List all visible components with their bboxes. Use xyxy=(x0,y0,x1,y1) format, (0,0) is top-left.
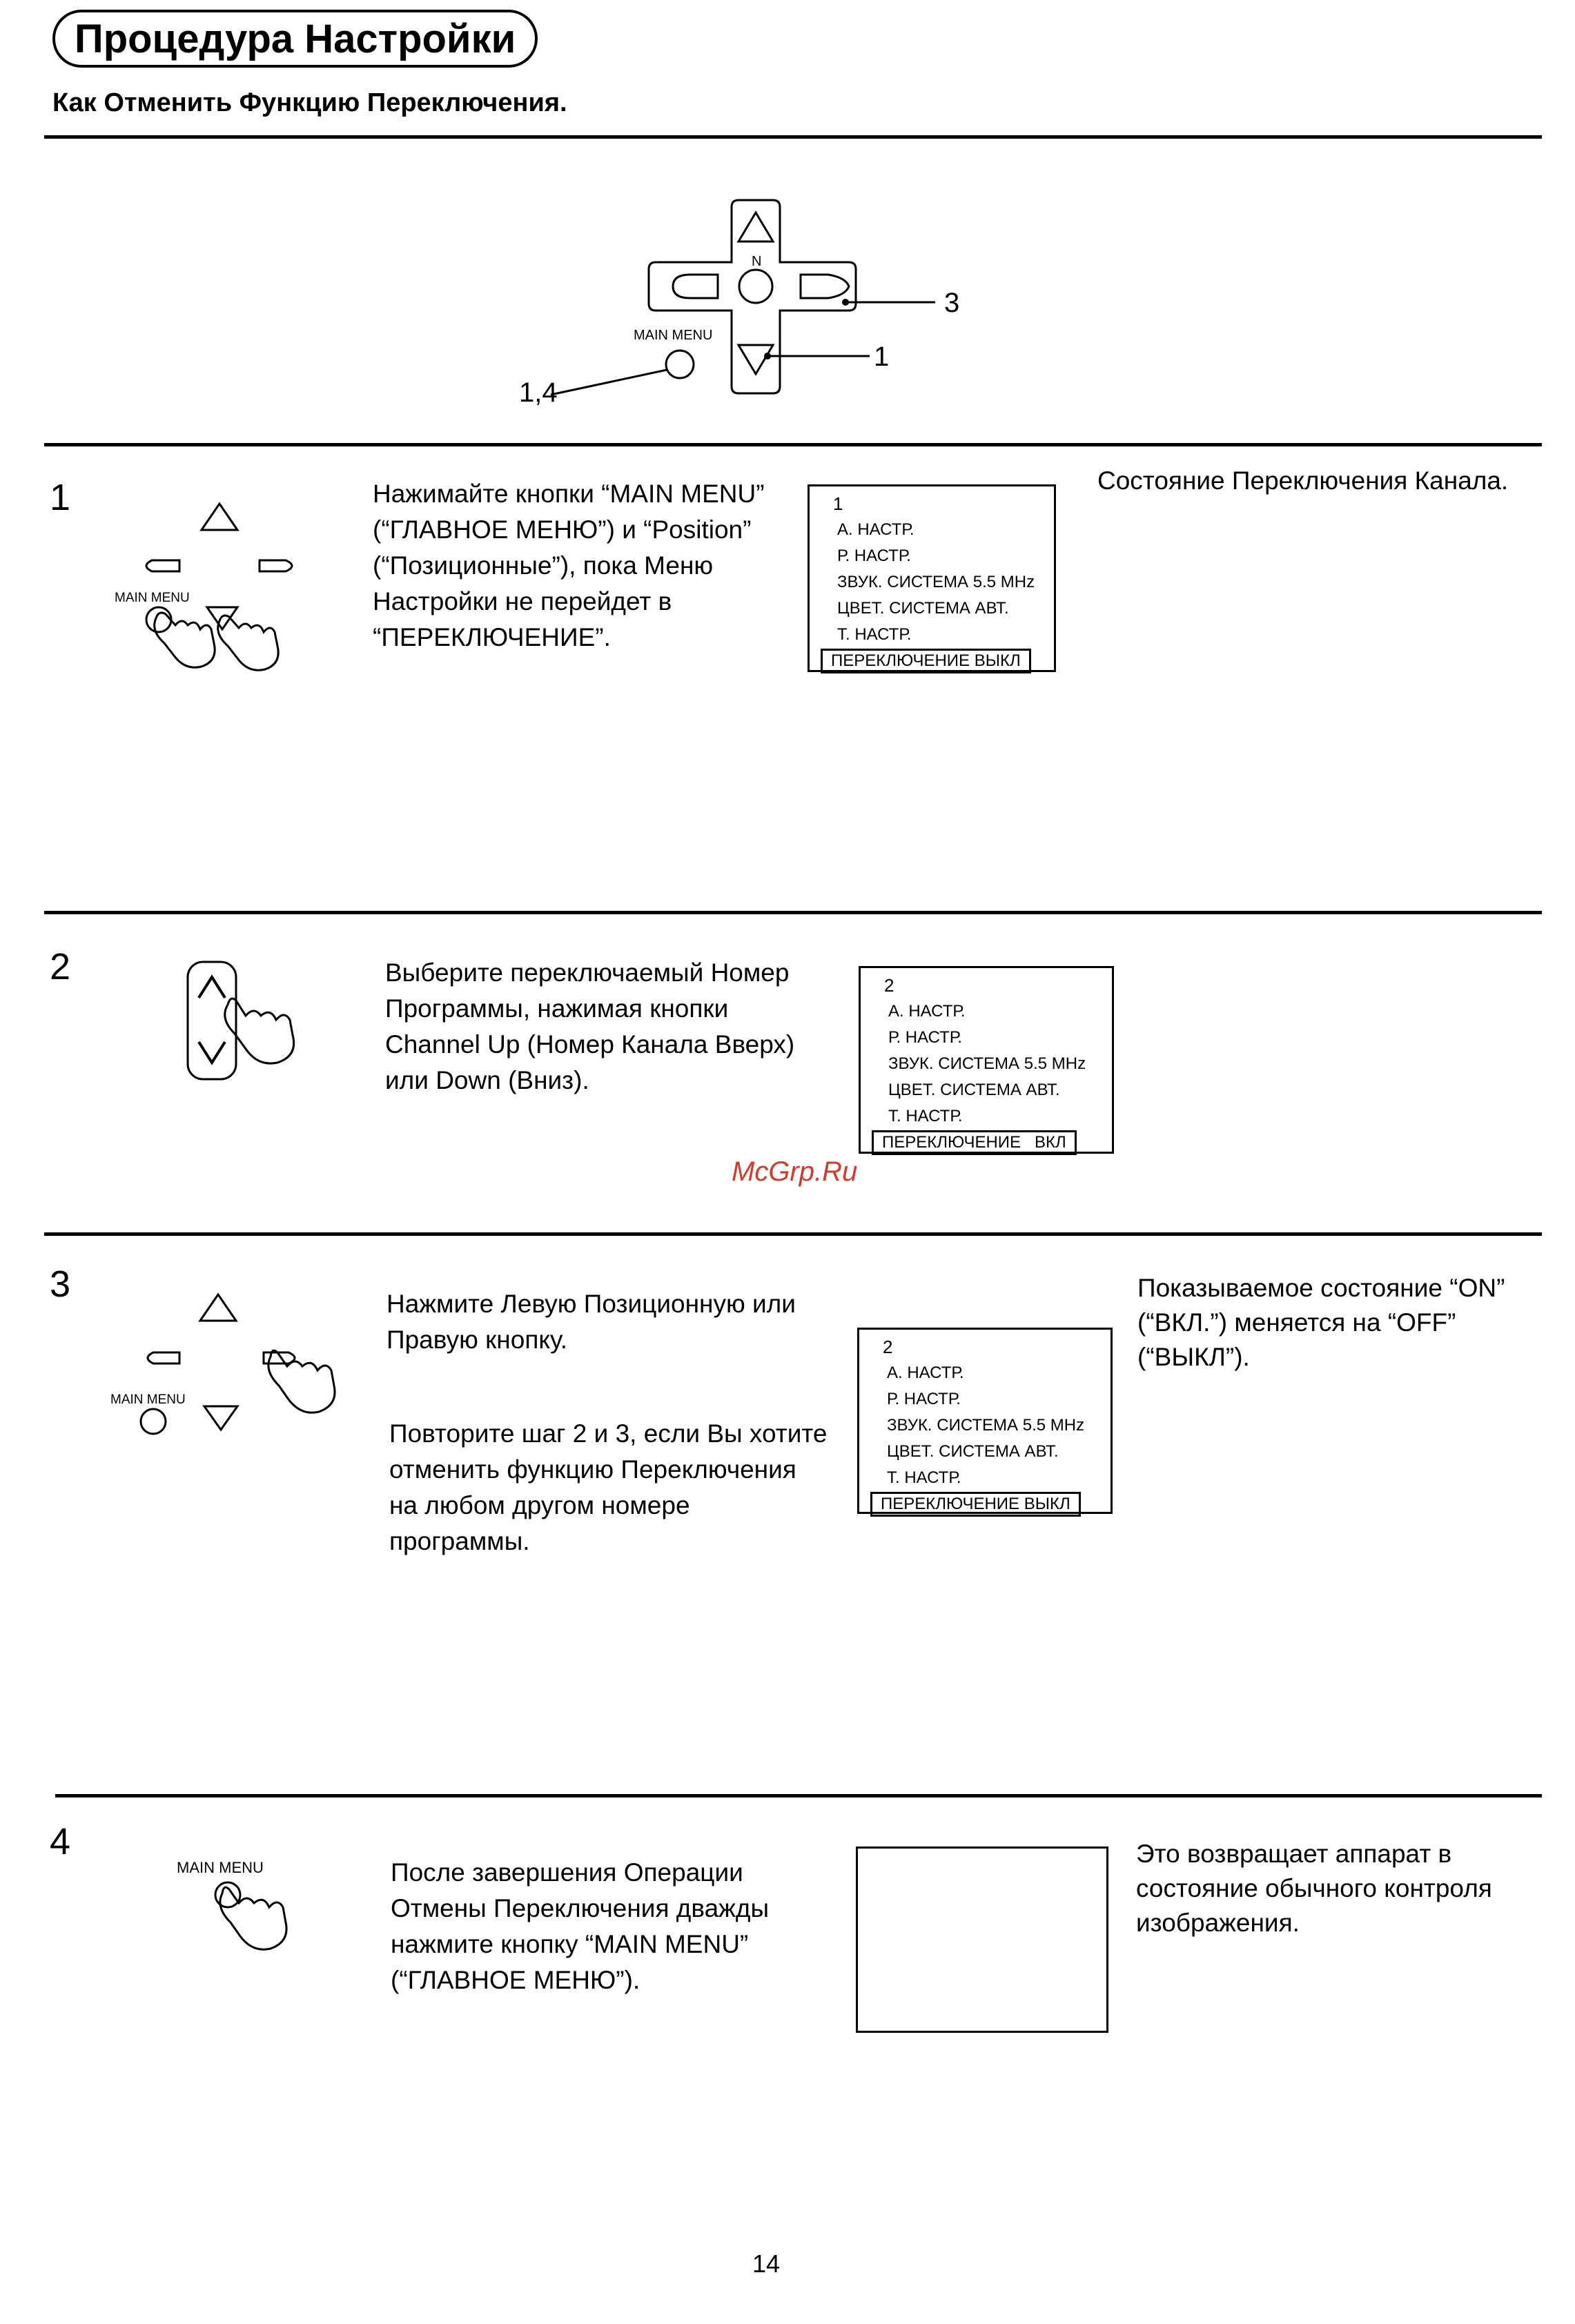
step-4-rule xyxy=(55,1794,1542,1798)
step-2-number: 2 xyxy=(50,946,71,987)
step-4-illustration xyxy=(173,1849,338,1987)
step-3-number: 3 xyxy=(50,1263,71,1305)
main-menu-label: MAIN MENU xyxy=(110,1392,186,1407)
osd-line: Р. НАСТР. xyxy=(887,1390,961,1408)
osd-line: ЗВУК. СИСТЕМА 5.5 MHz xyxy=(837,573,1035,591)
step-2-osd-screen xyxy=(859,966,1114,1154)
osd-line: Т. НАСТР. xyxy=(887,1468,961,1487)
step-2-illustration xyxy=(179,952,331,1090)
main-menu-label: MAIN MENU xyxy=(634,328,713,343)
main-menu-label: MAIN MENU xyxy=(115,591,190,605)
osd-line: А. НАСТР. xyxy=(888,1002,966,1021)
step-3-osd-screen xyxy=(857,1328,1113,1514)
step-4-note: Это возвращает аппарат в состояние обычного контроля изображения. xyxy=(1136,1840,1492,1937)
main-menu-button xyxy=(141,1409,166,1434)
osd-channel-number: 2 xyxy=(884,975,894,996)
osd-line: ЗВУК. СИСТЕМА 5.5 MHz xyxy=(887,1416,1085,1435)
callout-1: 1 xyxy=(874,342,890,372)
osd-line: Р. НАСТР. xyxy=(837,546,911,565)
up-arrow-icon[interactable] xyxy=(738,213,773,242)
channel-down-icon xyxy=(199,1042,225,1063)
main-menu-button xyxy=(215,1882,240,1907)
right-arrow-icon[interactable] xyxy=(801,275,849,298)
osd-channel-number: 2 xyxy=(883,1337,893,1357)
step-1-number: 1 xyxy=(50,477,71,518)
main-menu-label: MAIN MENU xyxy=(177,1859,264,1876)
main-menu-button[interactable] xyxy=(666,351,694,378)
step-1-note: Состояние Переключения Канала. xyxy=(1097,466,1509,495)
page-title xyxy=(52,10,538,68)
osd-line: ЦВЕТ. СИСТЕМА АВТ. xyxy=(888,1081,1060,1099)
up-arrow-icon xyxy=(202,504,237,530)
watermark: McGrp.Ru xyxy=(732,1156,858,1187)
down-arrow-icon xyxy=(207,607,237,629)
step-1-instruction: Нажимайте кнопки “MAIN MENU” (“ГЛАВНОЕ МЕНЮ”) и “Position” (“Позиционные”), пока Меню Настройки не перейдет в “ПЕРЕКЛЮЧЕНИЕ”. xyxy=(373,480,765,651)
osd-line: ЦВЕТ. СИСТЕМА АВТ. xyxy=(887,1442,1059,1461)
page-title-text: Процедура Настройки xyxy=(75,16,516,61)
step-3-note: Показываемое состояние “ON” (“ВКЛ.”) меняется на “OFF” (“ВЫКЛ”). xyxy=(1137,1274,1505,1371)
osd-line: Т. НАСТР. xyxy=(837,625,912,644)
center-button[interactable] xyxy=(739,270,772,303)
up-arrow-icon xyxy=(200,1294,236,1321)
n-label: N xyxy=(752,254,762,269)
callout-1-4: 1,4 xyxy=(519,377,558,408)
header-rule xyxy=(44,135,1542,139)
step-4-number: 4 xyxy=(50,1821,71,1862)
step-2-rule xyxy=(44,911,1542,914)
osd-line: ЗВУК. СИСТЕМА 5.5 MHz xyxy=(888,1054,1086,1073)
left-arrow-icon xyxy=(148,1352,179,1363)
down-arrow-icon[interactable] xyxy=(738,345,773,374)
osd-line: Т. НАСТР. xyxy=(888,1107,963,1125)
right-arrow-icon xyxy=(260,560,292,571)
step-2-instruction: Выберите переключаемый Номер Программы, нажимая кнопки Channel Up (Номер Канала Вверх) или Down (Вниз). xyxy=(385,958,795,1094)
channel-up-icon xyxy=(199,977,225,998)
left-arrow-icon xyxy=(146,560,179,571)
remote-pad-diagram xyxy=(483,193,1008,414)
step-3-instruction-repeat: Повторите шаг 2 и 3, если Вы хотите отменить функцию Переключения на любом другом номере программы. xyxy=(389,1419,828,1555)
osd-line: А. НАСТР. xyxy=(837,520,914,539)
page-subtitle: Как Отменить Функцию Переключения. xyxy=(52,88,567,117)
callout-3: 3 xyxy=(944,288,960,318)
step-3-rule xyxy=(44,1232,1542,1236)
step-4-instruction: После завершения Операции Отмены Переключения дважды нажмите кнопку “MAIN MENU” (“ГЛАВНОЕ МЕНЮ”). xyxy=(391,1858,770,1994)
pressing-hand-icon xyxy=(268,1350,335,1412)
down-arrow-icon xyxy=(204,1406,237,1430)
left-arrow-icon[interactable] xyxy=(673,275,718,298)
step-1-illustration xyxy=(110,483,345,690)
step-3-instruction: Нажмите Левую Позиционную или Правую кнопку. xyxy=(387,1290,796,1354)
step-1-rule xyxy=(44,443,1542,446)
step-4-blank-screen xyxy=(856,1847,1108,2033)
osd-line: Р. НАСТР. xyxy=(888,1028,962,1047)
osd-selected-item: ПЕРЕКЛЮЧЕНИЕ ВЫКЛ xyxy=(870,1492,1081,1517)
page-number: 14 xyxy=(752,2249,781,2278)
osd-selected-item: ПЕРЕКЛЮЧЕНИЕ ВКЛ xyxy=(872,1130,1077,1155)
osd-line: А. НАСТР. xyxy=(887,1363,964,1382)
step-3-illustration xyxy=(104,1283,366,1449)
osd-selected-item: ПЕРЕКЛЮЧЕНИЕ ВЫКЛ xyxy=(821,649,1031,673)
pressing-hand-icon xyxy=(220,1887,286,1949)
osd-channel-number: 1 xyxy=(833,493,843,514)
step-1-osd-screen xyxy=(808,484,1056,672)
main-menu-button xyxy=(146,607,171,632)
osd-line: ЦВЕТ. СИСТЕМА АВТ. xyxy=(837,599,1009,618)
pressing-hand-icon xyxy=(155,613,215,667)
